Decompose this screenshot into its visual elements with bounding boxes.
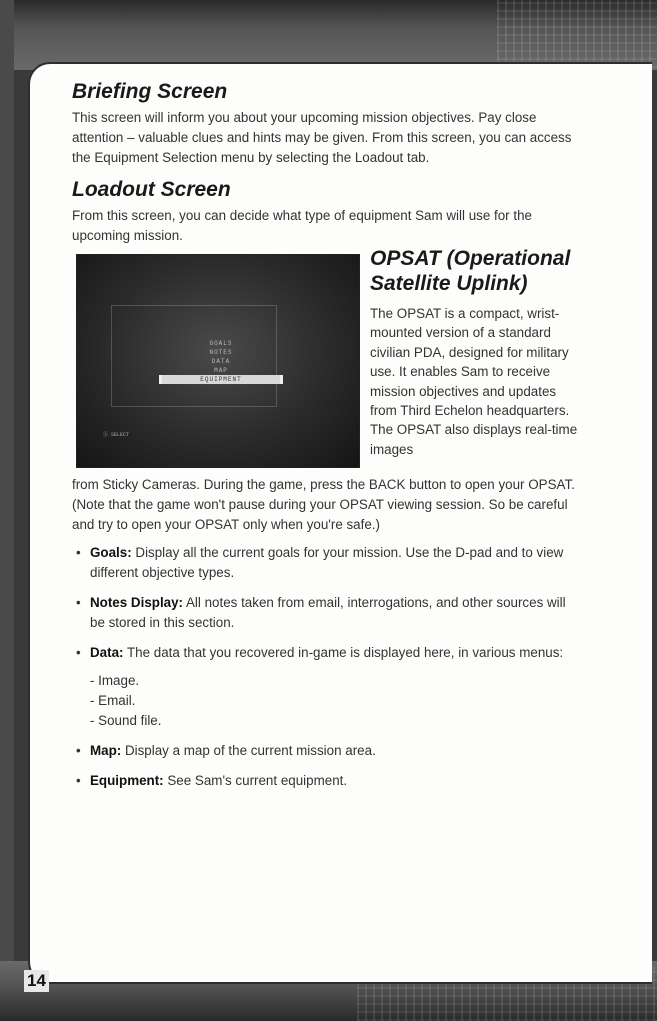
sub-item-sound: - Sound file.: [90, 713, 162, 728]
menu-item-map: MAP: [214, 367, 228, 374]
left-decor-band: [0, 0, 14, 1021]
opsat-body-side: The OPSAT is a compact, wrist-mounted version of a standard civilian PDA, designed for military use. It enables Sam to receive mission objectives and updates from Third Echelon headquarters. The OPSAT also displays real-time images: [370, 306, 578, 457]
list-item-notes: [72, 593, 582, 633]
opsat-menu: [161, 339, 281, 384]
sub-item-image: - Image.: [90, 673, 140, 688]
menu-item-equipment: EQUIPMENT: [159, 375, 283, 384]
opsat-title: OPSAT (Operational Satellite Uplink): [370, 247, 571, 295]
opsat-text: [370, 246, 584, 459]
opsat-body-full: from Sticky Cameras. During the game, press the BACK button to open your OPSAT. (Note that the game won't pause during your OPSAT viewing session. So be careful and try to open your OPSAT only when you're safe.): [72, 477, 575, 532]
menu-item-goals: GOALS: [209, 340, 233, 347]
sub-item-email: - Email.: [90, 693, 136, 708]
briefing-body: This screen will inform you about your upcoming mission objectives. Pay close attention – valuable clues and hints may be given. From this screen, you can access the Equipment Selection menu by selecting the Loadout tab.: [72, 110, 572, 165]
opsat-menu-list: [72, 543, 582, 791]
data-sublist: [90, 671, 582, 731]
select-hint: Ⓐ SELECT: [103, 432, 130, 438]
loadout-body: From this screen, you can decide what type of equipment Sam will use for the upcoming mission.: [72, 208, 532, 243]
term-data: Data:: [90, 645, 124, 660]
desc-map: Display a map of the current mission area.: [121, 743, 376, 758]
term-map: Map:: [90, 743, 122, 758]
top-grid-pattern: [497, 0, 657, 68]
term-equipment: Equipment:: [90, 773, 164, 788]
list-item-data: [72, 643, 582, 731]
desc-goals: Display all the current goals for your mission. Use the D-pad and to view different objective types.: [90, 545, 564, 580]
term-notes: Notes Display:: [90, 595, 184, 610]
term-goals: Goals:: [90, 545, 132, 560]
briefing-title: Briefing Screen: [72, 80, 228, 103]
opsat-section: [72, 247, 582, 479]
list-item-goals: [72, 543, 582, 583]
page-number: 14: [24, 970, 49, 992]
list-item-map: [72, 741, 582, 761]
opsat-screenshot: [76, 254, 360, 468]
menu-item-notes: NOTES: [209, 349, 233, 356]
desc-data: The data that you recovered in-game is displayed here, in various menus:: [123, 645, 564, 660]
page-content: [72, 78, 582, 801]
desc-equipment: See Sam's current equipment.: [163, 773, 348, 788]
loadout-title: Loadout Screen: [72, 178, 231, 201]
menu-item-data: DATA: [211, 358, 231, 365]
list-item-equipment: [72, 771, 582, 791]
desc-notes: All notes taken from email, interrogations, and other sources will be stored in this section.: [90, 595, 566, 630]
